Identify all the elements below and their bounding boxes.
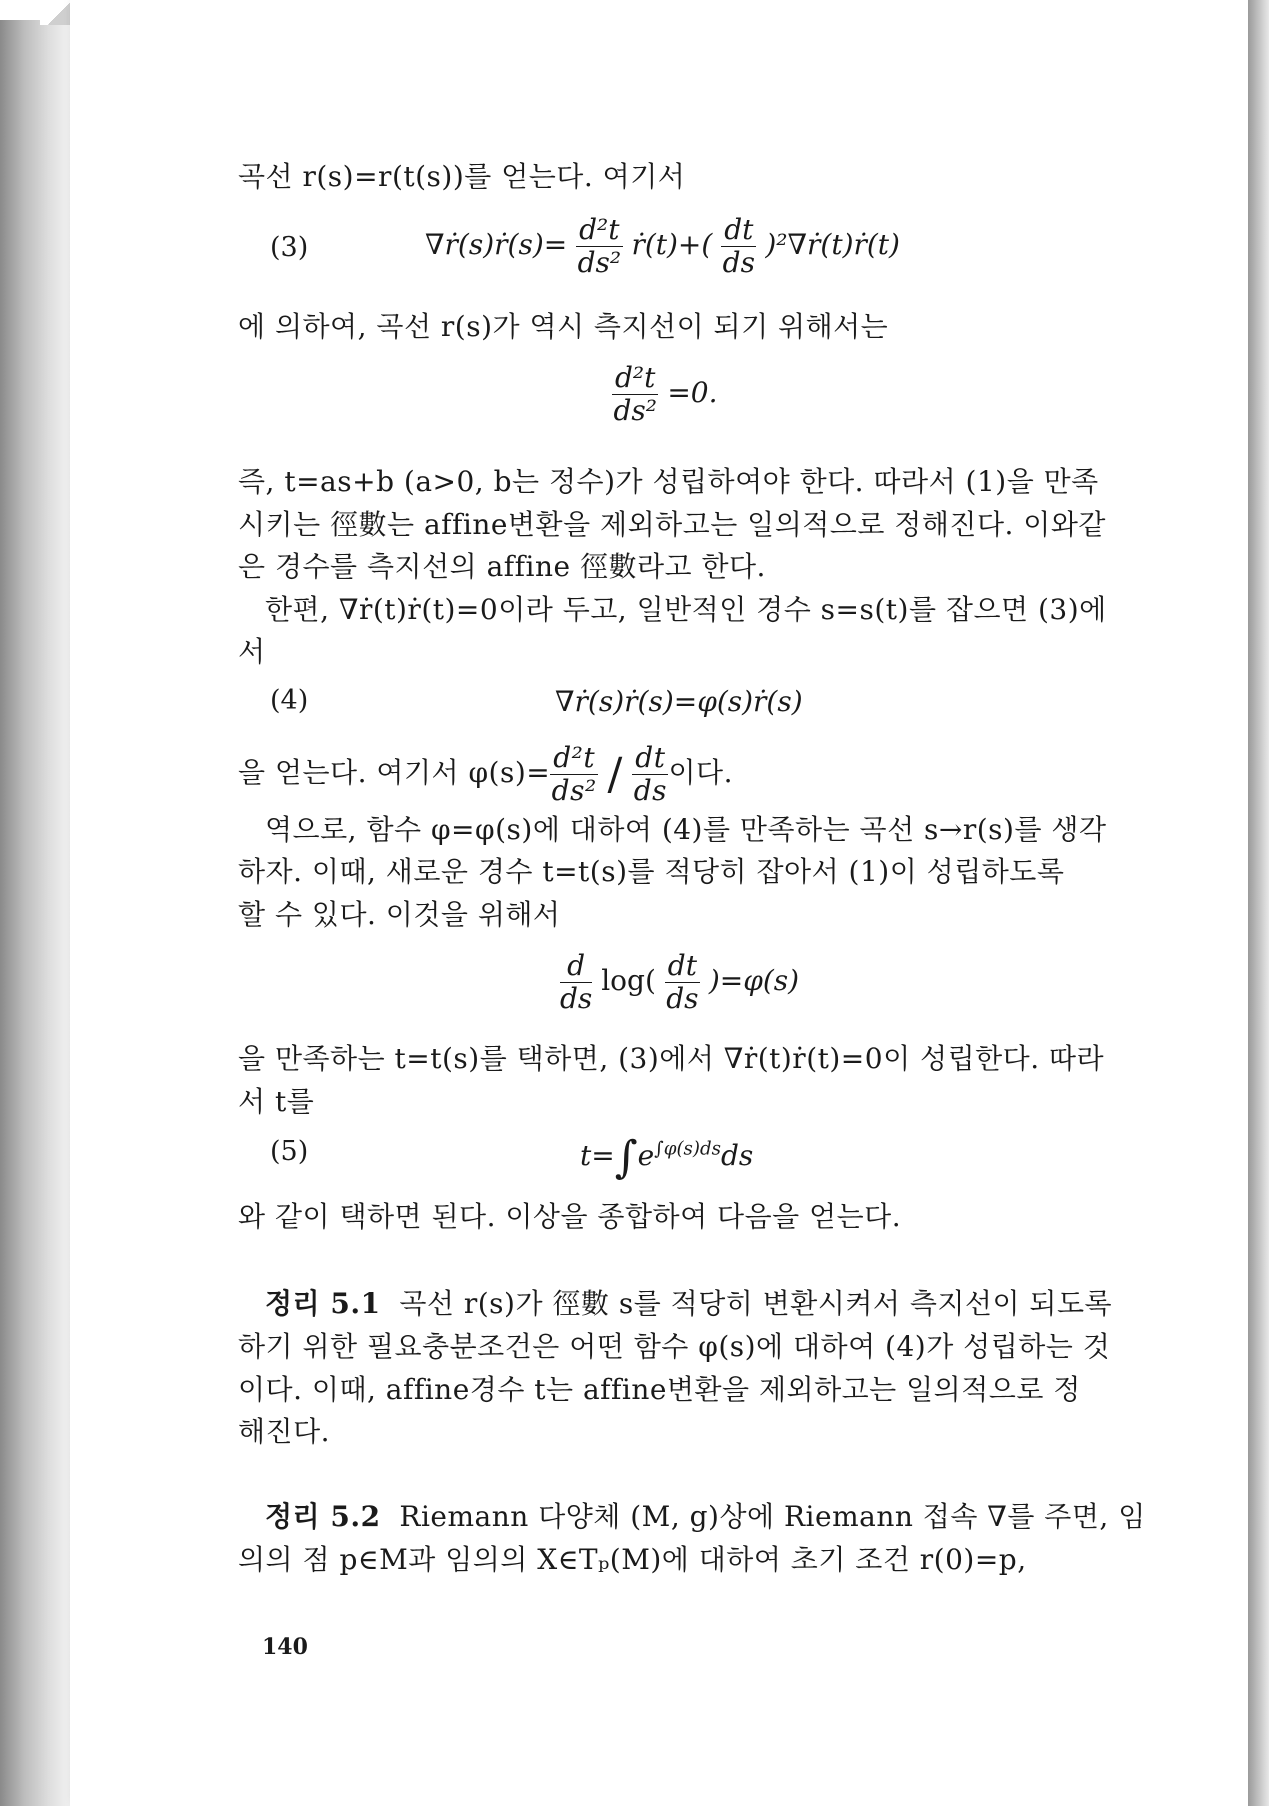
text-line: 할 수 있다. 이것을 위해서 — [238, 898, 561, 931]
theorem-5-1-text: 곡선 r(s)가 徑數 s를 적당히 변환시켜서 측지선이 되도록 — [399, 1287, 1113, 1320]
text-line: 을 만족하는 t=t(s)를 택하면, (3)에서 ∇ṙ(t)ṙ(t)=0이 성립한다. 따라 — [238, 1042, 1105, 1075]
text-line: 이다. 이때, affine경수 t는 affine변환을 제외하고는 일의적으로 정 — [238, 1373, 1081, 1406]
equation-label: (3) — [270, 232, 309, 263]
eq3-frac-den: ds² — [577, 246, 622, 280]
page-number: 140 — [262, 1634, 308, 1660]
eq3-fraction-2 — [721, 214, 756, 279]
eq3-mid: ṙ(t)+( — [631, 228, 713, 262]
equation-label: (4) — [270, 685, 309, 716]
phi-intro: 을 얻는다. 여기서 φ(s)= — [238, 756, 551, 790]
eq3-frac2-num: dt — [721, 214, 756, 247]
eqA-num: d²t — [612, 362, 658, 395]
text-line: 의의 점 p∈M과 임의의 X∈Tₚ(M)에 대하여 초기 조건 r(0)=p, — [238, 1543, 1027, 1576]
eqA-den: ds² — [613, 394, 657, 428]
equation-label: (5) — [270, 1136, 309, 1167]
eq3-lhs: ∇ṙ(s)ṙ(s)= — [425, 228, 568, 262]
eq3-frac2-den: ds — [722, 246, 755, 280]
phi-den: ds² — [551, 774, 597, 808]
text-line: 은 경수를 측지선의 affine 徑數라고 한다. — [238, 550, 766, 583]
theorem-5-2-label: 정리 5.2 — [265, 1500, 381, 1533]
phi-end: 이다. — [668, 756, 733, 790]
phi-fraction-2 — [632, 742, 668, 807]
page-edge-shadow — [1248, 0, 1269, 1806]
text-line: 역으로, 함수 φ=φ(s)에 대하여 (4)를 만족하는 곡선 s→r(s)를 생각 — [265, 813, 1107, 846]
text-line: 하자. 이때, 새로운 경수 t=t(s)를 적당히 잡아서 (1)이 성립하도록 — [238, 855, 1065, 888]
phi2-den: ds — [633, 774, 668, 808]
eqA-rhs: =0. — [667, 376, 718, 410]
equation-5 — [580, 1132, 753, 1183]
text-line-phi — [238, 742, 733, 807]
book-spine — [0, 20, 70, 1806]
eqB-inner-fraction — [665, 950, 700, 1015]
eqB-den: ds — [560, 982, 593, 1016]
theorem-5-1-label: 정리 5.1 — [265, 1287, 381, 1320]
eqB-num: d — [560, 950, 592, 983]
eq5-e: e — [637, 1139, 655, 1172]
text-line: 곡선 r(s)=r(t(s))를 얻는다. 여기서 — [238, 160, 686, 193]
equation-second-derivative — [612, 362, 718, 427]
phi-slash: / — [607, 749, 623, 801]
text-line: 시키는 徑數는 affine변환을 제외하고는 일의적으로 정해진다. 이와같 — [238, 508, 1106, 541]
eqA-fraction — [612, 362, 658, 427]
text-line: 서 t를 — [238, 1085, 315, 1118]
text-line: 서 — [238, 635, 266, 668]
eq3-fraction — [576, 214, 622, 279]
eqB-in-num: dt — [665, 950, 700, 983]
eqB-log: log( — [601, 964, 656, 998]
phi-fraction — [550, 742, 598, 807]
eqB-rhs: )=φ(s) — [708, 964, 800, 998]
eq3-rhs: )²∇ṙ(t)ṙ(t) — [765, 228, 900, 262]
equation-log — [560, 950, 799, 1015]
text-line: 에 의하여, 곡선 r(s)가 역시 측지선이 되기 위해서는 — [238, 310, 889, 343]
phi-num: d²t — [550, 742, 598, 775]
theorem-5-1-line — [265, 1282, 1112, 1322]
eqB-fraction — [560, 950, 592, 1015]
eqB-in-den: ds — [666, 982, 699, 1016]
integral-sign: ∫ — [614, 1132, 638, 1183]
text-line: 하기 위한 필요충분조건은 어떤 함수 φ(s)에 대하여 (4)가 성립하는 것 — [238, 1330, 1111, 1363]
eq3-frac-num: d²t — [576, 214, 622, 247]
eq5-lhs: t= — [580, 1139, 615, 1172]
text-line: 해진다. — [238, 1415, 331, 1448]
phi2-num: dt — [632, 742, 668, 775]
text-line: 한편, ∇ṙ(t)ṙ(t)=0이라 두고, 일반적인 경수 s=s(t)를 잡으면 (3)에 — [265, 593, 1107, 626]
text-line: 즉, t=as+b (a>0, b는 정수)가 성립하여야 한다. 따라서 (1)을 만족 — [238, 465, 1099, 498]
equation-3 — [425, 214, 900, 279]
eq5-exponent: ∫φ(s)ds — [654, 1138, 721, 1160]
theorem-5-2-line — [265, 1495, 1146, 1535]
text-line: 와 같이 택하면 된다. 이상을 종합하여 다음을 얻는다. — [238, 1200, 902, 1233]
equation-4: ∇ṙ(s)ṙ(s)=φ(s)ṙ(s) — [555, 685, 803, 718]
eq5-ds: ds — [720, 1139, 754, 1172]
theorem-5-2-text: Riemann 다양체 (M, g)상에 Riemann 접속 ∇를 주면, 임 — [399, 1500, 1146, 1533]
